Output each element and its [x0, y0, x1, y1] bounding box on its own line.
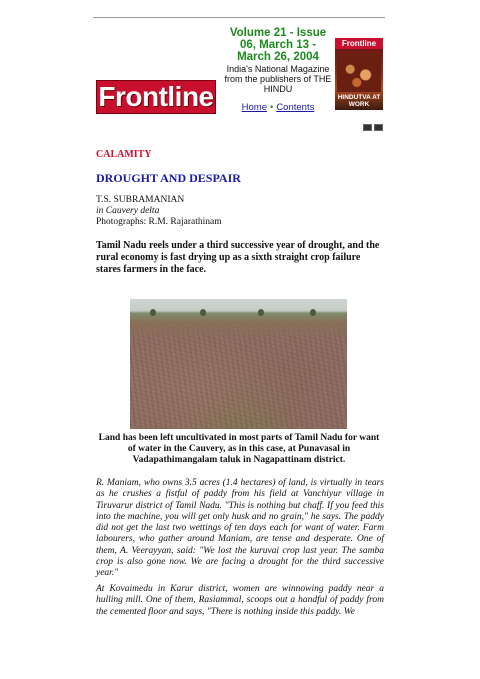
tree-silhouette	[150, 309, 156, 316]
dateline-location: in Cauvery delta	[96, 206, 160, 216]
home-link[interactable]: Home	[241, 102, 267, 113]
contents-link[interactable]: Contents	[276, 102, 315, 113]
print-email-tools	[363, 124, 383, 131]
cover-thumbnail[interactable]	[335, 38, 383, 110]
section-label: CALAMITY	[96, 149, 152, 160]
photo-credit: Photographs: R.M. Rajarathinam	[96, 217, 222, 227]
magazine-tagline: India's National Magazine from the publishers of THE HINDU	[224, 64, 332, 94]
article-title: DROUGHT AND DESPAIR	[96, 171, 241, 185]
tree-silhouette	[310, 309, 316, 316]
logo-text: Frontline	[98, 81, 214, 112]
top-divider	[93, 17, 385, 18]
header-nav	[222, 102, 334, 113]
issue-info: Volume 21 - Issue 06, March 13 - March 26, 2004	[229, 27, 327, 63]
nav-separator-icon: •	[269, 102, 274, 113]
frontline-logo[interactable]	[96, 80, 216, 114]
body-paragraph: R. Maniam, who owns 3.5 acres (1.4 hectares) of land, is virtually in tears as he crushes a fistful of paddy from his field at Vanchiyur village in Tiruvarur district of Tamil Nadu. "This is nothing but chaff. If you feed this into the machine, you will get only husk and no grain," he says. The paddy did not get the last two wettings of ten days each for want of water. Farm labourers, who gather around Maniam, are tense and desperate. One of them, A. Veerayyan, said: "We lost the kuruvai crop last year. The samba crop is also gone now. We are facing a drought for the third successive year."	[96, 478, 384, 579]
cover-headline: HINDUTVA AT WORK	[337, 94, 381, 108]
article-standfirst: Tamil Nadu reels under a third successive year of drought, and the rural economy is fast drying up as a sixth straight crop failure stares farmers in the face.	[96, 240, 380, 275]
cover-masthead: Frontline	[335, 38, 383, 49]
print-icon[interactable]	[363, 124, 372, 131]
cover-photo	[337, 54, 381, 92]
tree-silhouette	[200, 309, 206, 316]
body-paragraph: At Kovaimedu in Karur district, women are winnowing paddy near a hulling mill. One of them, Rasiammal, scoops out a handful of paddy from the cemented floor and says, "There is nothing inside this paddy. We	[96, 584, 384, 617]
author-name: T.S. SUBRAMANIAN	[96, 195, 185, 205]
email-icon[interactable]	[374, 124, 383, 131]
photo-caption: Land has been left uncultivated in most parts of Tamil Nadu for want of water in the Cauvery, as in this case, at Punavasal in Vadapathimangalam taluk in Nagapattinam district.	[98, 433, 380, 465]
tree-silhouette	[258, 309, 264, 316]
drought-field-photo	[130, 299, 347, 429]
byline	[96, 195, 222, 228]
